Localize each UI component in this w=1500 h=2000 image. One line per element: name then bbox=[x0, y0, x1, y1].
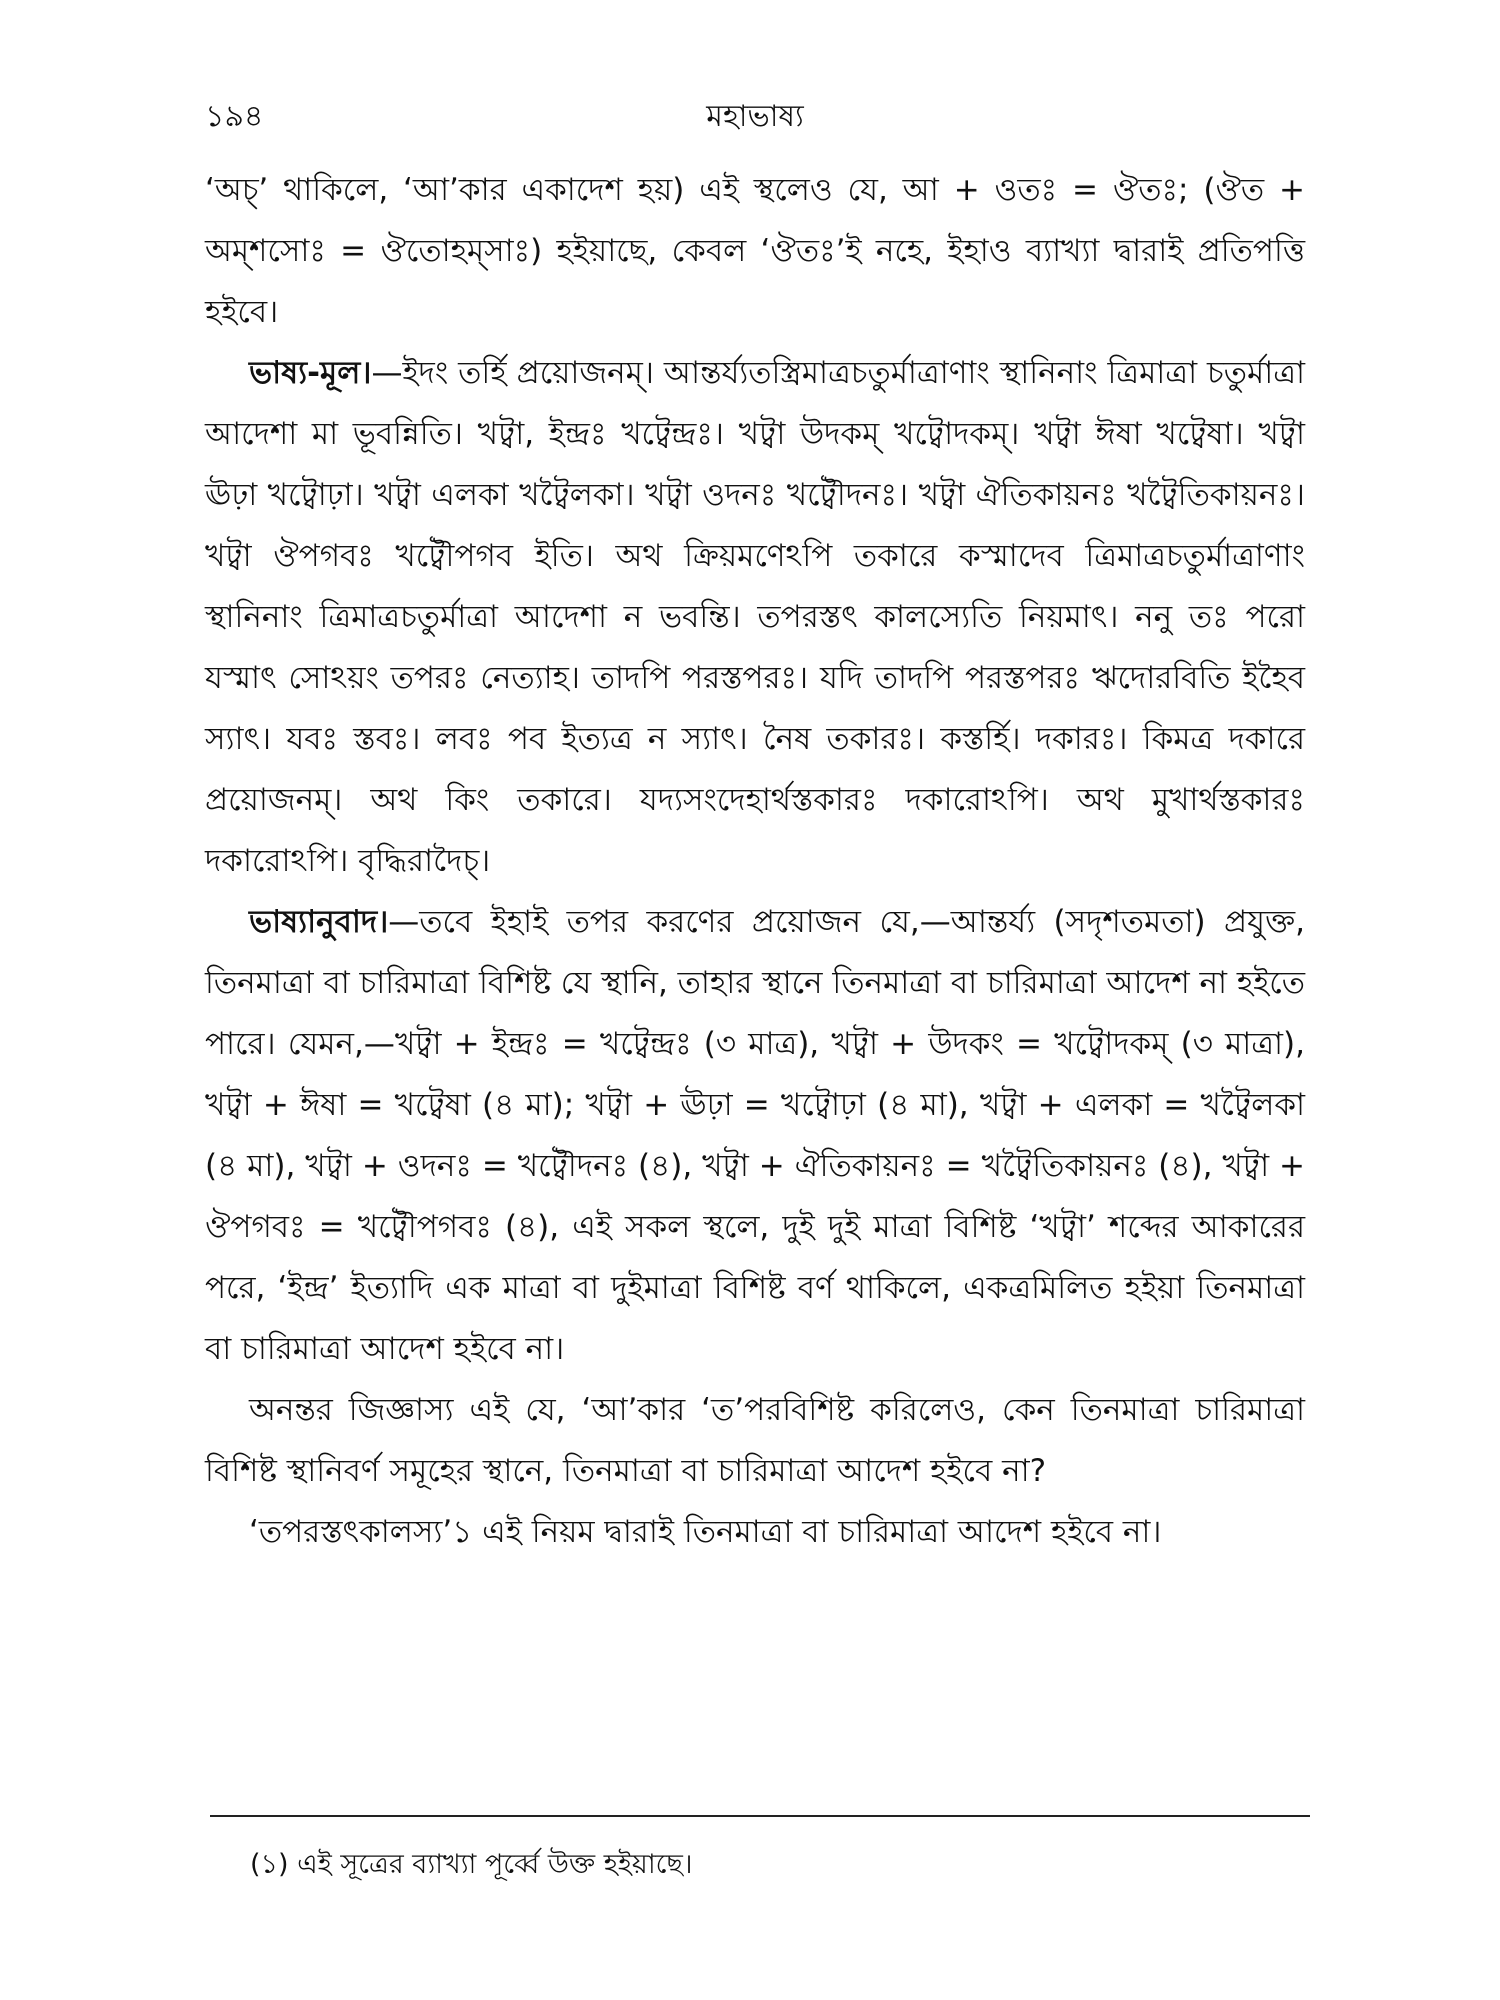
paragraph-continuation bbox=[205, 160, 1305, 343]
paragraph-text: অনন্তর জিজ্ঞাস্য এই যে, ‘আ’কার ‘ত’পরবিশিষ্ট করিলেও, কেন তিনমাত্রা চারিমাত্রা বিশিষ্ট স্থানিবর্ণ সমূহের স্থানে, তিনমাত্রা বা চারিমাত্রা আদেশ হইবে না? bbox=[205, 1392, 1305, 1489]
paragraph-text: —তবে ইহাই তপর করণের প্রয়োজন যে,—আন্তর্য্য (সদৃশতমতা) প্রযুক্ত, তিনমাত্রা বা চারিমাত্রা বিশিষ্ট যে স্থানি, তাহার স্থানে তিনমাত্রা বা চারিমাত্রা আদেশ না হইতে পারে। যেমন,—খট্বা + ইন্দ্রঃ = খট্বেন্দ্রঃ (৩ মাত্র), খট্বা + উদকং = খট্বোদকম্ (৩ মাত্রা), খট্বা + ঈষা = খট্বেষা (৪ মা); খট্বা + ঊঢ়া = খট্বোঢ়া (৪ মা), খট্বা + এলকা = খট্বৈলকা (৪ মা), খট্বা + ওদনঃ = খট্বৌদনঃ (৪), খট্বা + ঐতিকায়নঃ = খট্বৈতিকায়নঃ (৪), খট্বা + ঔপগবঃ = খট্বৌপগবঃ (৪), এই সকল স্থলে, দুই দুই মাত্রা বিশিষ্ট ‘খট্বা’ শব্দের আকারের পরে, ‘ইন্দ্র’ ইত্যাদি এক মাত্রা বা দুইমাত্রা বিশিষ্ট বর্ণ থাকিলে, একত্রমিলিত হইয়া তিনমাত্রা বা চারিমাত্রা আদেশ হইবে না। bbox=[205, 904, 1306, 1367]
section-heading-bhashyanuvad: ভাষ্যানুবাদ। bbox=[249, 904, 389, 940]
footnote: (১) এই সূত্রের ব্যাখ্যা পূর্ব্বে উক্ত হইয়াছে। bbox=[250, 1849, 693, 1880]
paragraph-bhashya-mula bbox=[205, 343, 1305, 892]
running-title: মহাভাষ্য bbox=[706, 99, 804, 134]
paragraph-text: ‘অচ্’ থাকিলে, ‘আ’কার একাদেশ হয়) এই স্থলেও যে, আ + ওতঃ = ঔতঃ; (ঔত + অম্শসোঃ = ঔতোহম্সাঃ) হইয়াছে, কেবল ‘ঔতঃ’ই নহে, ইহাও ব্যাখ্যা দ্বারাই প্রতিপত্তি হইবে। bbox=[205, 172, 1305, 330]
footnote-divider bbox=[210, 1815, 1310, 1817]
section-heading-bhashya-mula: ভাষ্য-মূল। bbox=[249, 355, 372, 391]
body-text bbox=[205, 160, 1305, 1563]
paragraph-text: —ইদং তর্হি প্রয়োজনম্। আন্তর্য্যতস্ত্রিমাত্রচতুর্মাত্রাণাং স্থানিনাং ত্রিমাত্রা চতুর্মাত্রা আদেশা মা ভূবন্নিতি। খট্বা, ইন্দ্রঃ খট্বেন্দ্রঃ। খট্বা উদকম্ খট্বোদকম্। খট্বা ঈষা খট্বেষা। খট্বা ঊঢ়া খট্বোঢ়া। খট্বা এলকা খট্বৈলকা। খট্বা ওদনঃ খট্বৌদনঃ। খট্বা ঐতিকায়নঃ খট্বৈতিকায়নঃ। খট্বা ঔপগবঃ খট্বৌপগব ইতি। অথ ক্রিয়মণেঽপি তকারে কস্মাদেব ত্রিমাত্রচতুর্মাত্রাণাং স্থানিনাং ত্রিমাত্রচতুর্মাত্রা আদেশা ন ভবন্তি। তপরস্তৎ কালস্যেতি নিয়মাৎ। ননু তঃ পরো যস্মাৎ সোঽয়ং তপরঃ নেত্যাহ। তাদপি পরস্তপরঃ। যদি তাদপি পরস্তপরঃ ঋদোরবিতি ইহৈব স্যাৎ। যবঃ স্তবঃ। লবঃ পব ইত্যত্র ন স্যাৎ। নৈষ তকারঃ। কস্তর্হি। দকারঃ। কিমত্র দকারে প্রয়োজনম্। অথ কিং তকারে। যদ্যসংদেহার্থস্তকারঃ দকারোঽপি। অথ মুখার্থস্তকারঃ দকারোঽপি। বৃদ্ধিরাদৈচ্। bbox=[205, 355, 1305, 879]
paragraph-text: ‘তপরস্তৎকালস্য’১ এই নিয়ম দ্বারাই তিনমাত্রা বা চারিমাত্রা আদেশ হইবে না। bbox=[249, 1514, 1162, 1550]
paragraph-bhashyanuvad bbox=[205, 892, 1305, 1380]
page-header bbox=[205, 92, 1305, 142]
page-number: ১৯৪ bbox=[205, 99, 264, 134]
paragraph-answer bbox=[205, 1502, 1305, 1563]
paragraph-question bbox=[205, 1380, 1305, 1502]
